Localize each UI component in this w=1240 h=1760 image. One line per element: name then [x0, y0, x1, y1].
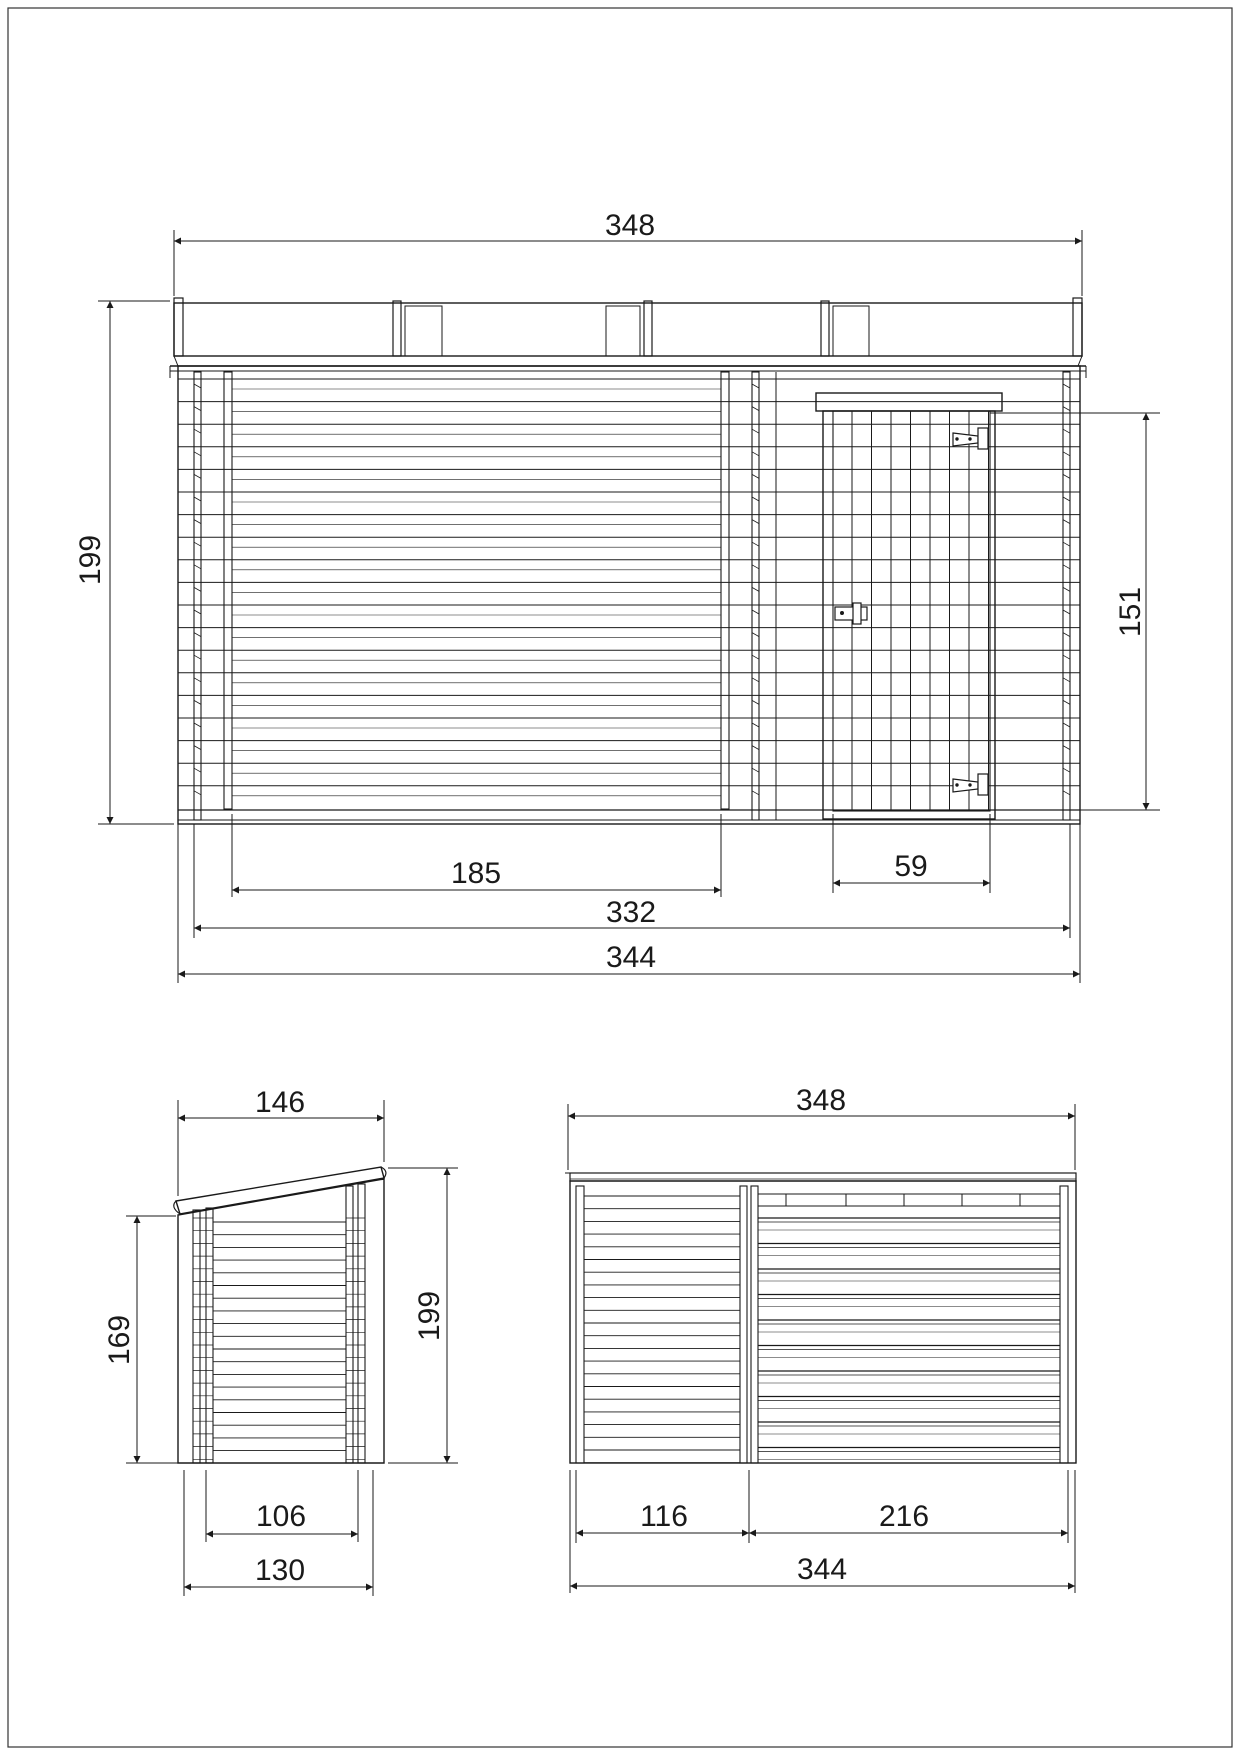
post-notch: [1063, 407, 1070, 411]
post-notch: [1063, 497, 1070, 501]
dim-back-right-section: 216: [878, 1500, 930, 1533]
post-notch: [752, 746, 759, 750]
post-notch: [194, 700, 201, 704]
dim-back-base-width: 344: [796, 1553, 848, 1586]
post-notch: [752, 768, 759, 772]
post-notch: [194, 723, 201, 727]
post-notch: [194, 474, 201, 478]
back-upper-frame: [758, 1194, 1060, 1206]
front-dimension-labels: [74, 209, 1147, 974]
front-view: [98, 230, 1160, 983]
post-notch: [752, 565, 759, 569]
post-notch: [752, 429, 759, 433]
post-notch: [752, 678, 759, 682]
post-notch: [194, 565, 201, 569]
post-notch: [1063, 700, 1070, 704]
post-notch: [752, 723, 759, 727]
front-door: [816, 393, 1002, 819]
door-planks: [852, 411, 989, 811]
post-notch: [194, 655, 201, 659]
front-post-notches: [194, 384, 1070, 795]
post-notch: [194, 587, 201, 591]
post-notch: [194, 542, 201, 546]
front-wall-boards: [178, 379, 1080, 796]
post-notch: [194, 497, 201, 501]
dim-side-inner-depth: 106: [255, 1500, 307, 1533]
post-notch: [194, 768, 201, 772]
post-notch: [752, 791, 759, 795]
dim-door-height: 151: [1114, 586, 1147, 638]
side-wall-boards: [193, 1218, 365, 1459]
sheet-border: [8, 8, 1232, 1747]
post-notch: [194, 407, 201, 411]
post-notch: [1063, 452, 1070, 456]
post-notch: [1063, 746, 1070, 750]
back-dimension-labels: [640, 1084, 929, 1586]
dim-open-width: 185: [450, 857, 502, 890]
post-notch: [1063, 429, 1070, 433]
door-latch-icon: [835, 603, 867, 624]
post-notch: [752, 520, 759, 524]
post-notch: [194, 384, 201, 388]
post-notch: [194, 746, 201, 750]
side-wall: [178, 1179, 384, 1463]
post-notch: [1063, 678, 1070, 682]
back-wall: [570, 1181, 1076, 1463]
post-notch: [752, 542, 759, 546]
dim-back-roof-width: 348: [795, 1084, 847, 1117]
door-hinge-top-icon: [953, 428, 988, 449]
dim-back-left-section: 116: [640, 1500, 688, 1533]
post-notch: [194, 429, 201, 433]
post-notch: [194, 520, 201, 524]
dim-base-width: 344: [605, 941, 657, 974]
post-notch: [1063, 474, 1070, 478]
door-hinge-bottom-icon: [953, 774, 988, 795]
post-notch: [1063, 384, 1070, 388]
post-notch: [1063, 768, 1070, 772]
post-notch: [752, 633, 759, 637]
dim-side-roof-width: 146: [254, 1086, 306, 1119]
post-notch: [752, 452, 759, 456]
post-notch: [752, 474, 759, 478]
post-notch: [194, 610, 201, 614]
post-notch: [752, 610, 759, 614]
post-notch: [194, 452, 201, 456]
dim-front-width-top: 348: [604, 209, 656, 242]
dim-side-front-height: 169: [103, 1314, 136, 1366]
post-notch: [194, 633, 201, 637]
post-notch: [1063, 542, 1070, 546]
post-notch: [1063, 610, 1070, 614]
back-roof: [565, 1173, 1076, 1181]
post-notch: [194, 678, 201, 682]
dim-side-total-height: 199: [413, 1290, 446, 1342]
post-notch: [752, 700, 759, 704]
post-notch: [752, 384, 759, 388]
post-notch: [1063, 565, 1070, 569]
post-notch: [1063, 520, 1070, 524]
dim-front-height-total: 199: [74, 534, 107, 586]
dim-door-width: 59: [894, 850, 928, 883]
dim-inner-width: 332: [605, 896, 657, 929]
back-wall-boards: [584, 1196, 1060, 1463]
post-notch: [194, 791, 201, 795]
post-notch: [752, 655, 759, 659]
post-notch: [752, 587, 759, 591]
post-notch: [1063, 723, 1070, 727]
front-dimensions: [98, 230, 1160, 983]
post-notch: [1063, 587, 1070, 591]
post-notch: [752, 497, 759, 501]
post-notch: [1063, 633, 1070, 637]
post-notch: [1063, 655, 1070, 659]
post-notch: [752, 407, 759, 411]
side-roof: [174, 1167, 386, 1214]
post-notch: [1063, 791, 1070, 795]
front-wall: [178, 366, 1080, 824]
dim-side-base-depth: 130: [254, 1554, 306, 1587]
